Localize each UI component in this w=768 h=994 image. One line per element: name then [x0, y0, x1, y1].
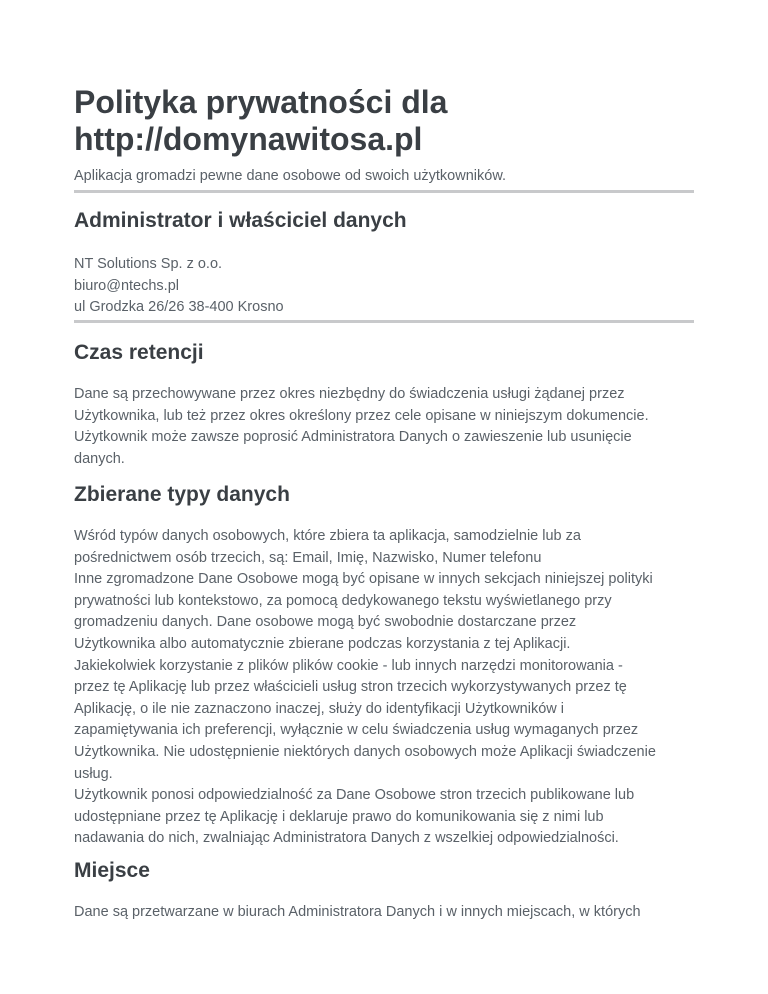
text-line: Użytkownik może zawsze poprosić Administratora Danych o zawieszenie lub usunięcie	[74, 429, 632, 446]
page-title	[74, 84, 694, 158]
divider	[74, 190, 694, 193]
text-line: Użytkownika albo automatycznie zbierane podczas korzystania z tej Aplikacji.	[74, 635, 571, 652]
page-title-line-2: http://domynawitosa.pl	[74, 121, 423, 157]
admin-email: biuro@ntechs.pl	[74, 277, 179, 294]
text-line: usług.	[74, 765, 113, 782]
text-line: Dane są przetwarzane w biurach Administratora Danych i w innych miejscach, w których	[74, 904, 641, 920]
section-body-data-types	[74, 526, 699, 850]
text-line: Jakiekolwiek korzystanie z plików plików cookie - lub innych narzędzi monitorowania -	[74, 657, 623, 674]
text-line: Użytkownika. Nie udostępnienie niektórych danych osobowych może Aplikacji świadczenie	[74, 743, 656, 760]
text-line: udostępniane przez tę Aplikację i deklaruje prawo do komunikowania się z nimi lub	[74, 808, 604, 825]
text-line: Dane są przechowywane przez okres niezbędny do świadczenia usługi żądanej przez	[74, 386, 625, 402]
text-line: Użytkownik ponosi odpowiedzialność za Dane Osobowe stron trzecich publikowane lub	[74, 787, 635, 804]
admin-address: ul Grodzka 26/26 38-400 Krosno	[74, 299, 284, 316]
section-body-retention	[74, 384, 699, 470]
text-line: Użytkownika, lub też przez okres określony przez cele opisane w niniejszym dokumencie.	[74, 407, 649, 424]
section-heading-place: Miejsce	[74, 859, 150, 882]
text-line: danych.	[74, 450, 125, 467]
text-line: zapamiętywania ich preferencji, wyłącznie w celu świadczenia usług wymaganych przez	[74, 722, 639, 739]
page-title-line-1: Polityka prywatności dla	[74, 84, 448, 120]
divider	[74, 320, 694, 323]
section-heading-data-types: Zbierane typy danych	[74, 483, 290, 506]
admin-company: NT Solutions Sp. z o.o.	[74, 256, 223, 272]
text-line: prywatności lub kontekstowo, za pomocą dedykowanego tekstu wyświetlanego przy	[74, 592, 612, 609]
section-body-admin	[74, 254, 699, 319]
section-heading-retention: Czas retencji	[74, 341, 204, 364]
text-line: Aplikację, o ile nie zaznaczono inaczej, służy do identyfikacji Użytkowników i	[74, 700, 565, 717]
section-heading-admin: Administrator i właściciel danych	[74, 209, 407, 232]
text-line: Wśród typów danych osobowych, które zbiera ta aplikacja, samodzielnie lub za	[74, 528, 581, 544]
text-line: nadawania do nich, zwalniając Administratora Danych z wszelkiej odpowiedzialności.	[74, 830, 619, 847]
text-line: pośrednictwem osób trzecich, są: Email, Imię, Nazwisko, Numer telefonu	[74, 549, 542, 566]
text-line: przez tę Aplikację lub przez właścicieli usług stron trzecich wykorzystywanych przez tę	[74, 679, 627, 696]
section-body-place	[74, 902, 699, 924]
text-line: gromadzeniu danych. Dane osobowe mogą być swobodnie dostarczane przez	[74, 614, 577, 631]
intro-text: Aplikacja gromadzi pewne dane osobowe od swoich użytkowników.	[74, 168, 507, 184]
text-line: Inne zgromadzone Dane Osobowe mogą być opisane w innych sekcjach niniejszej polityki	[74, 571, 653, 588]
